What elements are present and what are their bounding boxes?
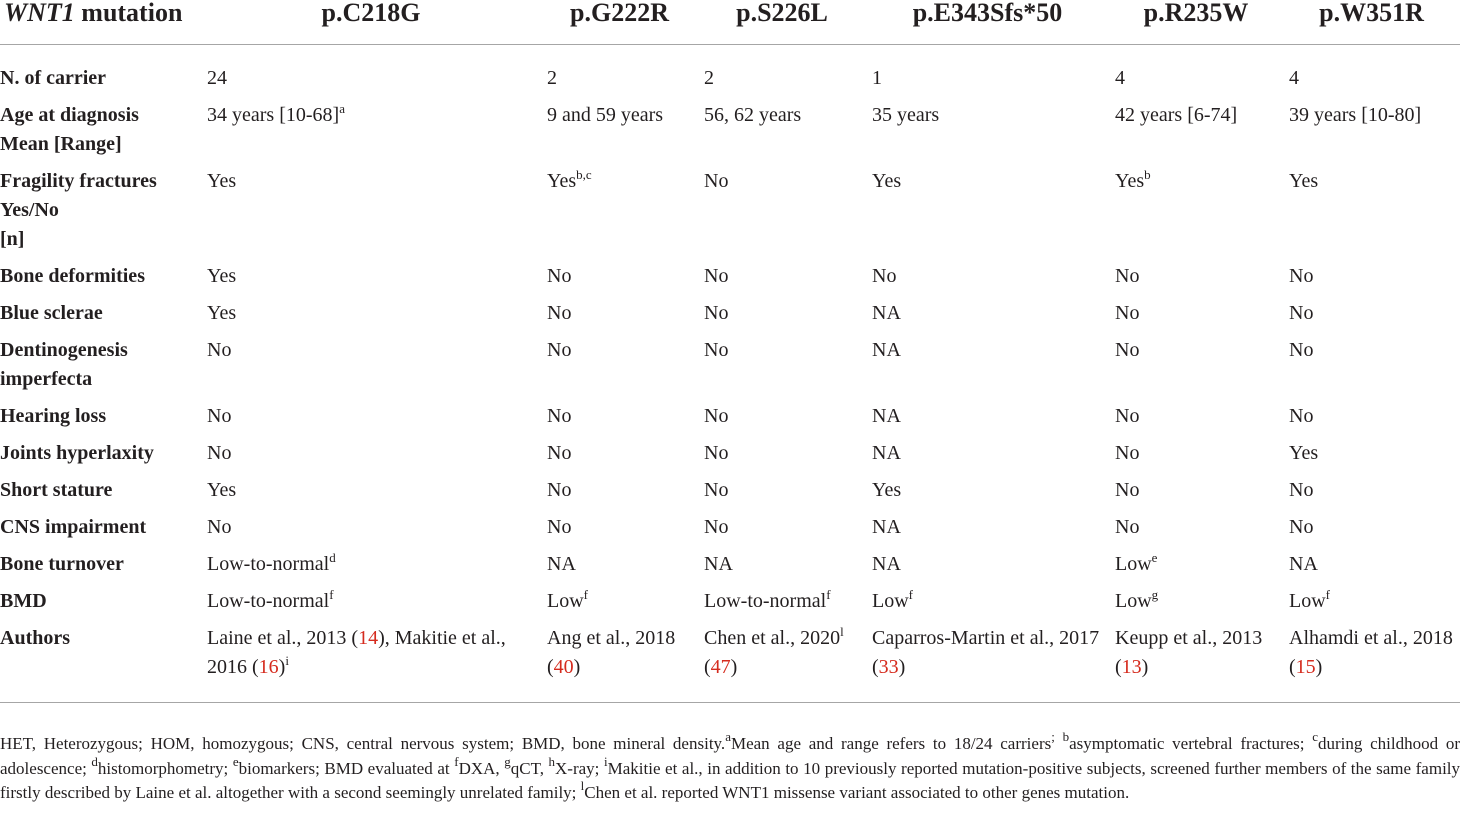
table-row: [0, 439, 1460, 476]
reference-link[interactable]: 16: [258, 656, 279, 678]
row-label-line: Age at diagnosis: [0, 104, 139, 126]
cell-text: ), Makitie et al., 2016 (: [207, 627, 506, 678]
footnote-marker: l: [840, 624, 844, 639]
table-cell: [698, 336, 866, 402]
cell-text: Chen et al., 2020: [704, 627, 841, 649]
cell-text: 4: [1115, 67, 1125, 89]
cell-text: 34 years [10-68]: [207, 104, 340, 126]
footnote-text: Chen et al. reported WNT1 missense variant associated to other genes mutation.: [584, 783, 1130, 802]
column-header: p.G222R: [541, 0, 698, 45]
cell-text: Laine et al., 2013 (: [207, 627, 359, 649]
footnote-marker: b: [1062, 729, 1070, 744]
cell-text: Low: [1115, 590, 1152, 612]
reference-link[interactable]: 40: [553, 656, 574, 678]
cell-text: No: [547, 265, 572, 287]
reference-link[interactable]: 33: [878, 656, 899, 678]
table-cell: [1109, 167, 1283, 262]
table-cell: [698, 550, 866, 587]
cell-text: No: [547, 405, 572, 427]
footnote-marker: a: [725, 729, 731, 744]
footnote-text: asymptomatic vertebral fractures;: [1069, 734, 1313, 753]
cell-text: Yes: [207, 170, 237, 192]
cell-text: Low: [547, 590, 584, 612]
table-cell: [698, 402, 866, 439]
table-cell: [1109, 299, 1283, 336]
table-cell: [698, 587, 866, 624]
cell-text: No: [872, 265, 897, 287]
row-label: [0, 299, 201, 336]
cell-text: No: [1289, 339, 1314, 361]
table-cell: [1283, 624, 1460, 703]
table-cell: [698, 45, 866, 102]
column-header: [0, 0, 201, 45]
footnote-marker: d: [329, 550, 336, 565]
table-cell: [1109, 513, 1283, 550]
table-cell: [1283, 45, 1460, 102]
cell-text: No: [704, 170, 729, 192]
cell-text: NA: [704, 553, 733, 575]
cell-text: No: [704, 479, 729, 501]
cell-text: Ang et al., 2018 (: [547, 627, 676, 678]
table-cell: [201, 550, 541, 587]
table-cell: [201, 167, 541, 262]
cell-text: Yes: [1115, 170, 1145, 192]
table-row: [0, 624, 1460, 703]
row-label-line: CNS impairment: [0, 516, 147, 538]
cell-text: Yes: [1289, 442, 1319, 464]
cell-text: No: [704, 442, 729, 464]
footnote-marker: f: [583, 587, 589, 602]
cell-text: Low: [1289, 590, 1326, 612]
table-cell: [201, 513, 541, 550]
cell-text: No: [1115, 302, 1140, 324]
cell-text: 39 years [10-80]: [1289, 104, 1422, 126]
table-cell: [541, 513, 698, 550]
table-cell: [866, 476, 1109, 513]
footnote-marker: g: [1151, 587, 1159, 602]
row-label-line: Joints hyperlaxity: [0, 442, 154, 464]
row-label-line: imperfecta: [0, 368, 93, 390]
footnote-marker: f: [908, 587, 914, 602]
table-cell: [866, 167, 1109, 262]
table-row: [0, 402, 1460, 439]
cell-text: 2: [547, 67, 557, 89]
footnote-marker: h: [548, 753, 556, 769]
cell-text: No: [704, 302, 729, 324]
table-cell: [1109, 550, 1283, 587]
cell-text: 4: [1289, 67, 1299, 89]
cell-text: ): [730, 656, 738, 678]
footnote-marker: f: [826, 587, 831, 602]
table-cell: [1283, 587, 1460, 624]
cell-text: No: [207, 405, 232, 427]
column-header: p.C218G: [201, 0, 541, 45]
table-cell: [698, 513, 866, 550]
table-cell: [541, 262, 698, 299]
cell-text: No: [704, 339, 729, 361]
table-cell: [201, 299, 541, 336]
row-label-line: Blue sclerae: [0, 302, 103, 324]
cell-text: Alhamdi et al., 2018 (: [1289, 627, 1453, 678]
footnote-marker: e: [232, 753, 239, 769]
table-cell: [201, 402, 541, 439]
table-cell: [866, 262, 1109, 299]
column-header: p.W351R: [1283, 0, 1460, 45]
row-label: [0, 262, 201, 299]
cell-text: NA: [872, 405, 901, 427]
footnote-text: biomarkers; BMD evaluated at: [238, 758, 455, 778]
table-cell: [541, 439, 698, 476]
cell-text: NA: [872, 442, 901, 464]
footnote-text: Makitie et al., in addition to 10 previously reported mutation-positive subjects, screened further members of the same family firstly described by Laine et al. altogether with a second seemingly unrelated family;: [0, 758, 1460, 802]
table-cell: [201, 624, 541, 703]
table-cell: [698, 101, 866, 167]
table-cell: [541, 550, 698, 587]
table-cell: [698, 167, 866, 262]
footnote-marker: l: [580, 778, 585, 793]
table-cell: [1109, 262, 1283, 299]
cell-text: Keupp et al., 2013 (: [1115, 627, 1263, 678]
row-label-line: BMD: [0, 590, 47, 612]
cell-text: NA: [872, 553, 901, 575]
row-label-line: Authors: [0, 627, 71, 649]
footnote-marker: f: [329, 587, 334, 602]
table-cell: [698, 439, 866, 476]
footnote-marker: d: [91, 753, 98, 769]
footnote-text: Mean age and range refers to 18/24 carriers: [730, 734, 1052, 753]
cell-text: Yes: [547, 170, 577, 192]
table-cell: [201, 45, 541, 102]
cell-text: 56, 62 years: [704, 104, 802, 126]
column-header: p.E343Sfs*50: [866, 0, 1109, 45]
cell-text: No: [1115, 405, 1140, 427]
table-cell: [1109, 476, 1283, 513]
table-cell: [541, 336, 698, 402]
row-label: [0, 439, 201, 476]
table-cell: [1283, 336, 1460, 402]
table-cell: [866, 45, 1109, 102]
cell-text: No: [1115, 442, 1140, 464]
cell-text: No: [1289, 516, 1314, 538]
row-label-line: Bone turnover: [0, 553, 124, 575]
row-label-line: Bone deformities: [0, 265, 145, 287]
cell-text: No: [1289, 405, 1314, 427]
cell-text: No: [547, 302, 572, 324]
table-cell: [541, 167, 698, 262]
cell-text: No: [547, 516, 572, 538]
table-cell: [1283, 439, 1460, 476]
cell-text: (: [704, 656, 711, 678]
row-label: [0, 476, 201, 513]
table-cell: [201, 587, 541, 624]
table-header: [0, 0, 1460, 45]
table-cell: [1109, 587, 1283, 624]
row-label-line: Hearing loss: [0, 405, 107, 427]
table-cell: [541, 476, 698, 513]
table-cell: [201, 336, 541, 402]
footnote-text: DXA,: [458, 758, 505, 778]
cell-text: 9 and 59 years: [547, 104, 664, 126]
cell-text: ): [898, 656, 906, 678]
row-label-line: Fragility fractures: [0, 170, 157, 192]
footnote-marker: b: [1144, 167, 1151, 182]
cell-text: No: [1289, 265, 1314, 287]
cell-text: Caparros-Martin et al., 2017 (: [872, 627, 1100, 678]
table-cell: [1109, 402, 1283, 439]
table-footnote: [0, 729, 1460, 806]
footnote-marker: f: [1325, 587, 1331, 602]
table-cell: [541, 101, 698, 167]
table-cell: [201, 262, 541, 299]
footnote-text: X-ray;: [555, 758, 604, 778]
cell-text: Low: [1115, 553, 1152, 575]
cell-text: ): [1315, 656, 1323, 678]
table-cell: [201, 101, 541, 167]
footnote-text: HET, Heterozygous; HOM, homozygous; CNS, central nervous system; BMD, bone mineral density.: [0, 734, 726, 753]
footnote-marker: ;: [1051, 729, 1055, 744]
table-cell: [866, 513, 1109, 550]
table-row: [0, 513, 1460, 550]
table-cell: [1283, 476, 1460, 513]
table-row: [0, 299, 1460, 336]
table-cell: [1283, 550, 1460, 587]
row-label: [0, 101, 201, 167]
table-cell: [698, 624, 866, 703]
footnote-marker: i: [285, 653, 289, 668]
cell-text: No: [547, 479, 572, 501]
table-cell: [541, 402, 698, 439]
table-cell: [541, 587, 698, 624]
table-cell: [866, 587, 1109, 624]
cell-text: No: [547, 339, 572, 361]
cell-text: No: [704, 516, 729, 538]
cell-text: No: [207, 339, 232, 361]
footnote-marker: a: [339, 101, 345, 116]
table-cell: [1109, 101, 1283, 167]
table-cell: [866, 336, 1109, 402]
cell-text: Low-to-normal: [207, 553, 330, 575]
cell-text: No: [207, 516, 232, 538]
column-header: p.R235W: [1109, 0, 1283, 45]
row-label: [0, 513, 201, 550]
table-cell: [866, 299, 1109, 336]
table-row: [0, 101, 1460, 167]
cell-text: 35 years: [872, 104, 940, 126]
header-row: [0, 0, 1460, 45]
cell-text: Yes: [207, 302, 237, 324]
cell-text: ): [278, 656, 286, 678]
row-label: [0, 587, 201, 624]
cell-text: Low-to-normal: [207, 590, 330, 612]
footnote-text: qCT,: [510, 758, 549, 778]
table-row: [0, 167, 1460, 262]
reference-link[interactable]: 47: [710, 656, 731, 678]
cell-text: No: [704, 405, 729, 427]
header-text: mutation: [74, 0, 183, 27]
row-label: [0, 45, 201, 102]
table-cell: [1283, 167, 1460, 262]
footnote-text: [1055, 734, 1063, 753]
cell-text: 42 years [6-74]: [1115, 104, 1238, 126]
gene-name: WNT1: [4, 0, 75, 27]
cell-text: ): [1141, 656, 1149, 678]
footnote-text: histomorphometry;: [97, 758, 233, 778]
table-cell: [698, 262, 866, 299]
row-label: [0, 550, 201, 587]
table-cell: [1109, 624, 1283, 703]
table-cell: [866, 402, 1109, 439]
row-label: [0, 336, 201, 402]
cell-text: NA: [872, 339, 901, 361]
row-label-line: Mean [Range]: [0, 133, 122, 155]
cell-text: NA: [872, 516, 901, 538]
table-row: [0, 476, 1460, 513]
cell-text: No: [207, 442, 232, 464]
table-cell: [1283, 513, 1460, 550]
table-cell: [1283, 299, 1460, 336]
table-cell: [866, 439, 1109, 476]
reference-link[interactable]: 15: [1295, 656, 1316, 678]
cell-text: No: [547, 442, 572, 464]
footnote-marker: c: [1312, 729, 1318, 744]
reference-link[interactable]: 13: [1121, 656, 1142, 678]
cell-text: No: [1115, 516, 1140, 538]
table-cell: [1109, 45, 1283, 102]
cell-text: 1: [872, 67, 882, 89]
cell-text: No: [1289, 479, 1314, 501]
cell-text: 24: [207, 67, 227, 89]
cell-text: No: [1289, 302, 1314, 324]
table-row: [0, 262, 1460, 299]
footnote-marker: g: [504, 753, 511, 769]
table-row: [0, 550, 1460, 587]
table-body: [0, 45, 1460, 703]
cell-text: ): [573, 656, 581, 678]
table-cell: [1109, 336, 1283, 402]
table-cell: [201, 476, 541, 513]
row-label-line: Yes/No: [0, 199, 59, 221]
table-cell: [866, 101, 1109, 167]
table-row: [0, 45, 1460, 102]
cell-text: Low-to-normal: [704, 590, 827, 612]
cell-text: NA: [547, 553, 576, 575]
table-row: [0, 336, 1460, 402]
row-label: [0, 402, 201, 439]
cell-text: NA: [872, 302, 901, 324]
table-cell: [866, 624, 1109, 703]
table-cell: [541, 45, 698, 102]
cell-text: No: [1115, 265, 1140, 287]
footnote-marker: e: [1151, 550, 1158, 565]
cell-text: No: [704, 265, 729, 287]
table-cell: [541, 624, 698, 703]
row-label-line: N. of carrier: [0, 67, 107, 89]
footnote-marker: b,c: [576, 167, 592, 182]
cell-text: Yes: [207, 479, 237, 501]
table-cell: [866, 550, 1109, 587]
table-row: [0, 587, 1460, 624]
cell-text: Yes: [1289, 170, 1319, 192]
row-label: [0, 624, 201, 703]
table-cell: [541, 299, 698, 336]
footnote-marker: f: [454, 753, 459, 769]
table-cell: [201, 439, 541, 476]
row-label-line: Short stature: [0, 479, 113, 501]
cell-text: No: [1115, 339, 1140, 361]
cell-text: Yes: [872, 170, 902, 192]
cell-text: NA: [1289, 553, 1318, 575]
row-label-line: [n]: [0, 228, 25, 250]
cell-text: Yes: [872, 479, 902, 501]
table-cell: [698, 299, 866, 336]
table-cell: [1283, 262, 1460, 299]
table-cell: [698, 476, 866, 513]
cell-text: Yes: [207, 265, 237, 287]
row-label: [0, 167, 201, 262]
reference-link[interactable]: 14: [358, 627, 379, 649]
table-cell: [1283, 402, 1460, 439]
footnote-text: during childhood or adolescence;: [0, 734, 1460, 778]
row-label-line: Dentinogenesis: [0, 339, 128, 361]
table-cell: [1109, 439, 1283, 476]
cell-text: Low: [872, 590, 909, 612]
cell-text: 2: [704, 67, 714, 89]
column-header: p.S226L: [698, 0, 866, 45]
footnote-marker: i: [603, 753, 608, 769]
table-cell: [1283, 101, 1460, 167]
cell-text: No: [1115, 479, 1140, 501]
